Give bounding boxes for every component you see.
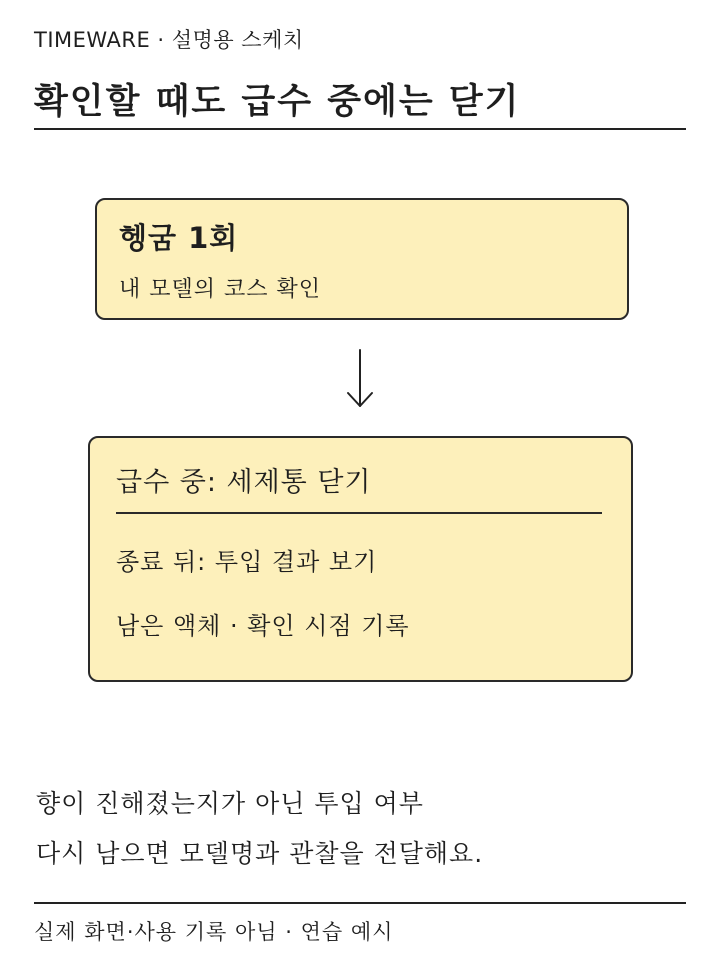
footer-divider: [34, 902, 686, 904]
step-card-line-result: 종료 뒤: 투입 결과 보기: [116, 548, 378, 576]
step-card-filling: [88, 436, 633, 682]
step-card-title: 헹굼 1회: [119, 221, 239, 255]
page-title: 확인할 때도 급수 중에는 닫기: [34, 82, 521, 122]
step-card-divider: [116, 512, 602, 514]
step-card-rinse: [95, 198, 629, 320]
step-card-line-record: 남은 액체 · 확인 시점 기록: [116, 612, 410, 640]
header-divider: [34, 128, 686, 130]
footer-disclaimer: 실제 화면·사용 기록 아님 · 연습 예시: [34, 920, 394, 944]
eyebrow-label: TIMEWARE · 설명용 스케치: [34, 28, 304, 52]
down-arrow-icon: [342, 348, 378, 410]
step-card-subtitle: 내 모델의 코스 확인: [119, 277, 321, 302]
note-line-2: 다시 남으면 모델명과 관찰을 전달해요.: [36, 839, 484, 868]
note-line-1: 향이 진해졌는지가 아닌 투입 여부: [36, 789, 424, 818]
step-card-heading: 급수 중: 세제통 닫기: [116, 467, 372, 498]
